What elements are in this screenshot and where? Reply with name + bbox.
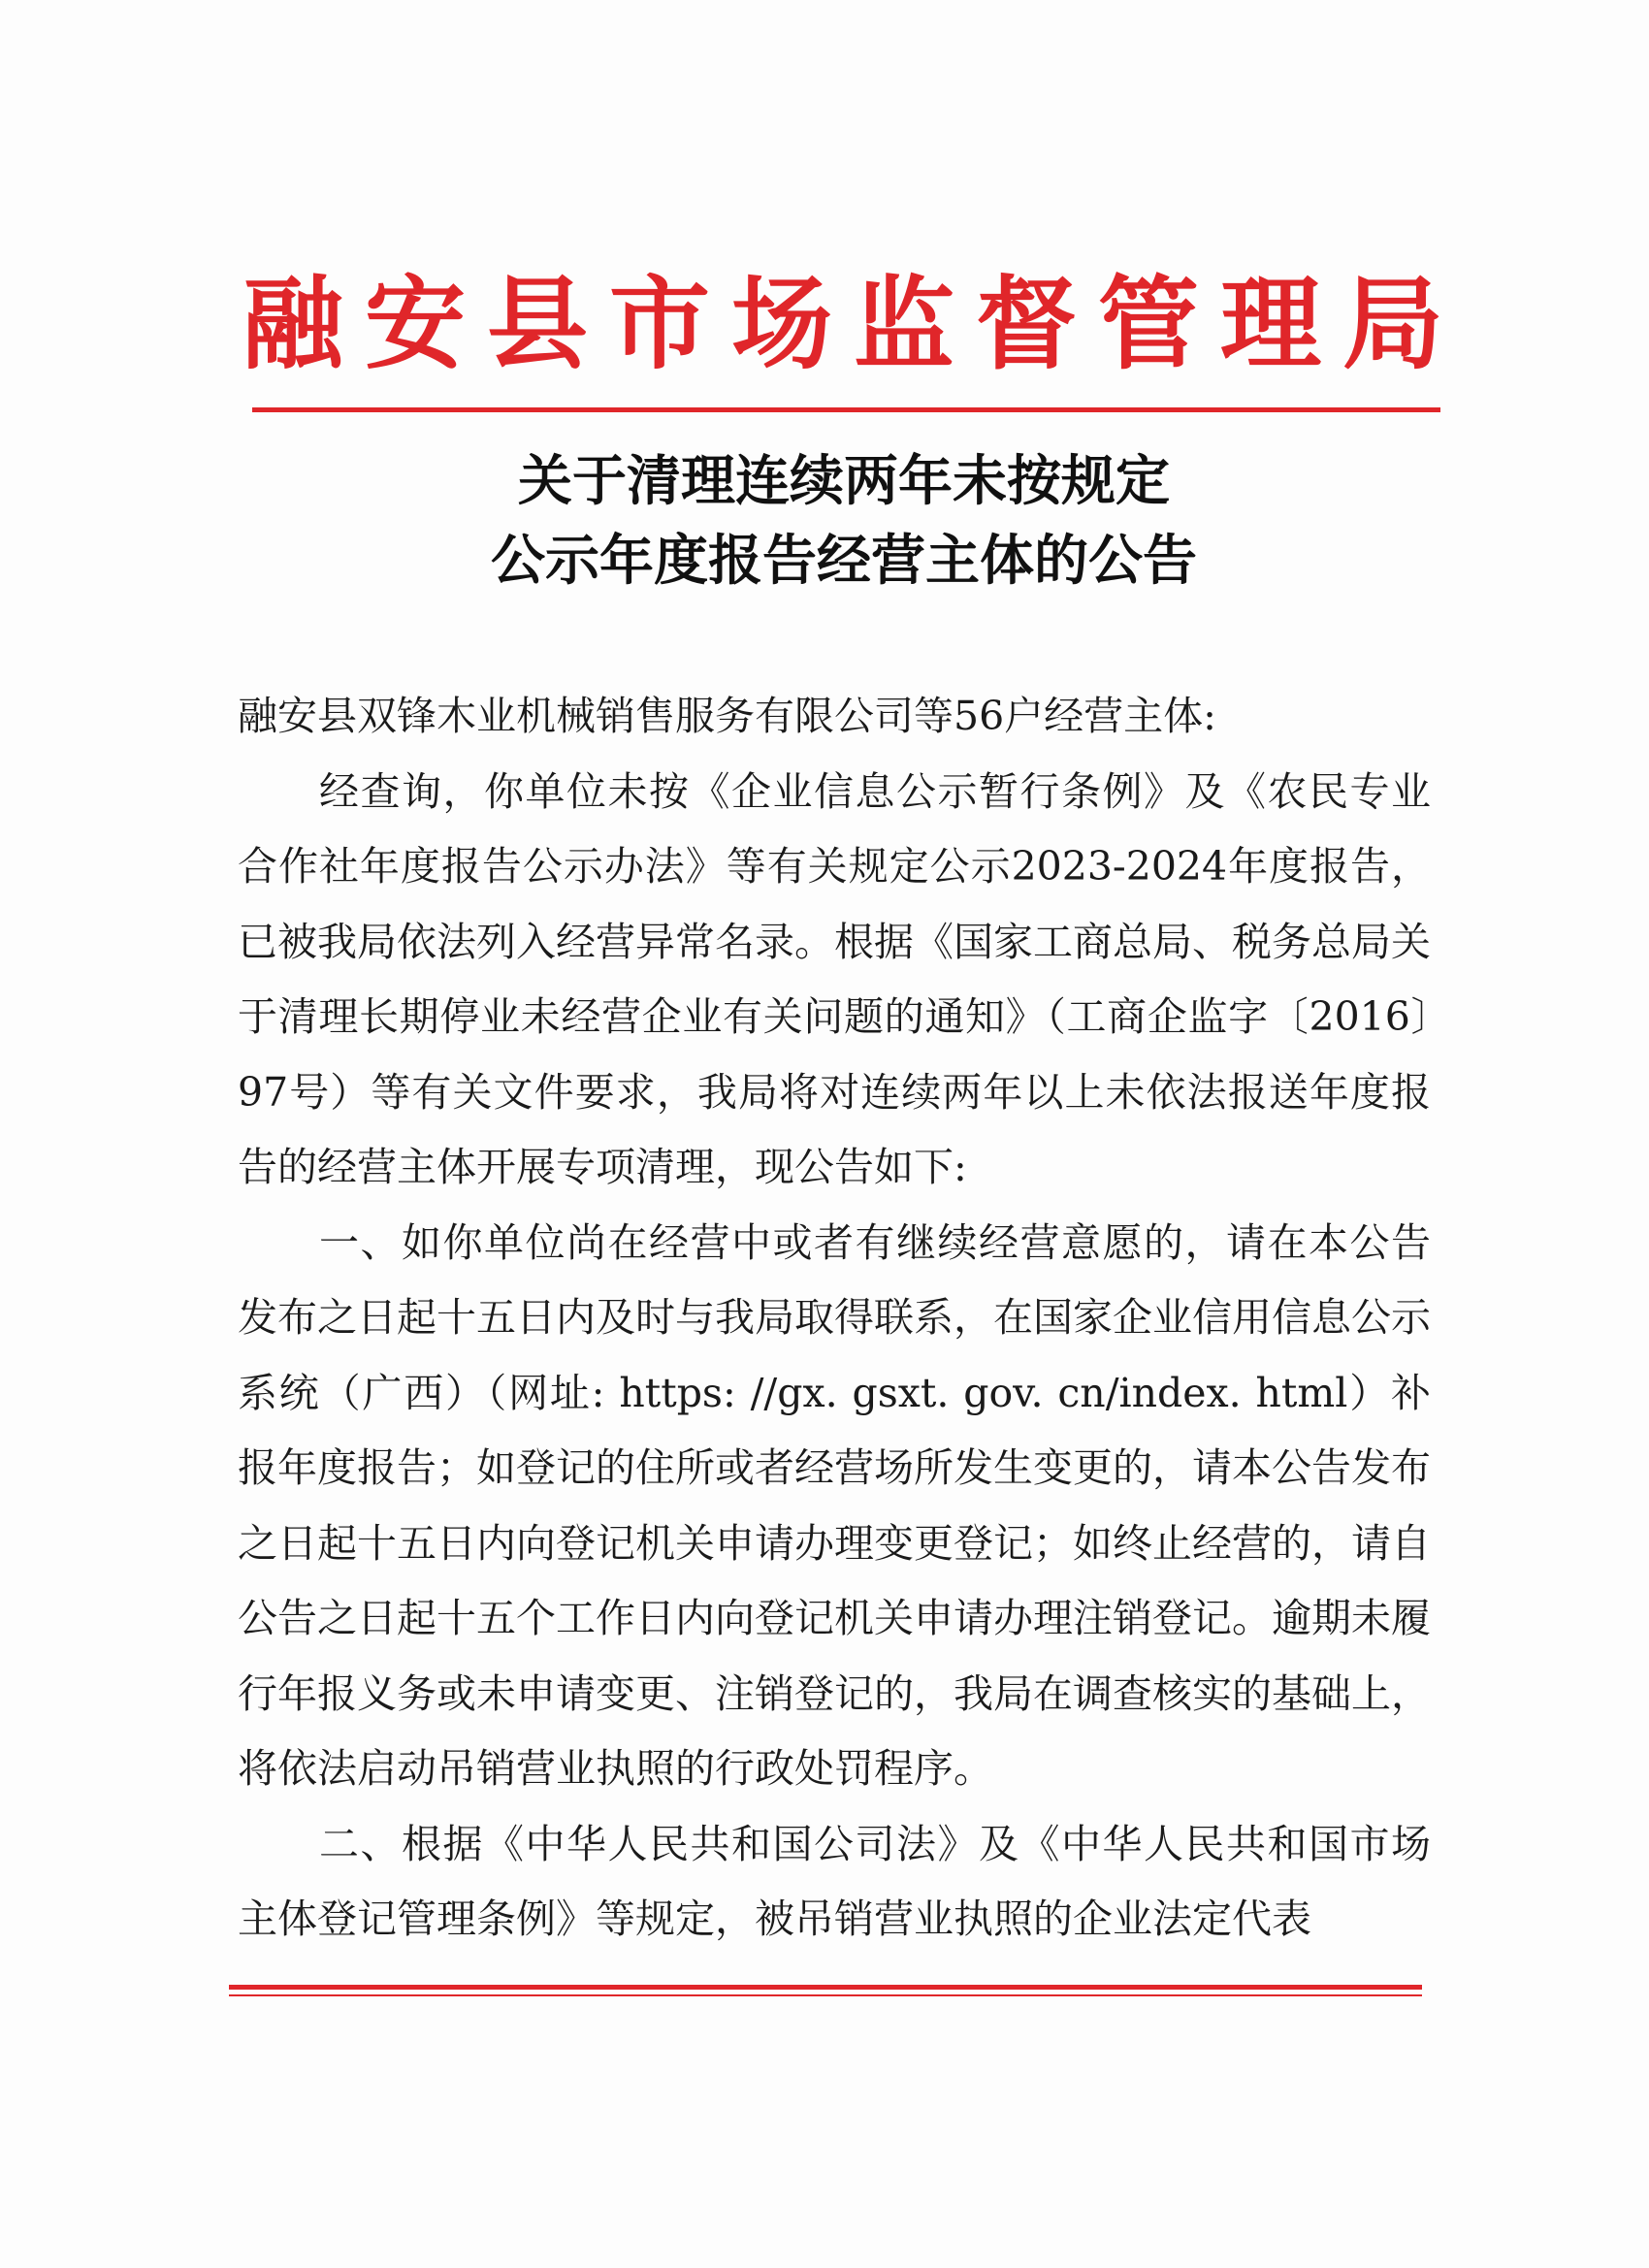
notice-title	[242, 441, 1445, 600]
body-paragraph-3: 二、根据《中华人民共和国公司法》及《中华人民共和国市场主体登记管理条例》等规定，被吊销营业执照的企业法定代表	[238, 1820, 1431, 1942]
notice-body	[238, 679, 1431, 1958]
notice-title-line-2: 公示年度报告经营主体的公告	[491, 529, 1197, 593]
addressee-line: 融安县双锋木业机械销售服务有限公司等56户经营主体:	[238, 693, 1216, 739]
body-paragraph-1: 经查询，你单位未按《企业信息公示暂行条例》及《农民专业合作社年度报告公示办法》等有关规定公示2023-2024年度报告，已被我局依法列入经营异常名录。根据《国家工商总局、税务总局关于清理长期停业未经营企业有关问题的通知》（工商企监字〔2016〕97号）等有关文件要求，我局将对连续两年以上未依法报送年度报告的经营主体开展专项清理，现公告如下:	[238, 767, 1431, 1190]
header-red-rule	[252, 407, 1440, 412]
body-paragraph-2: 一、如你单位尚在经营中或者有继续经营意愿的，请在本公告发布之日起十五日内及时与我局取得联系，在国家企业信用信息公示系统（广西）（网址: https: //gx. gsxt. gov. cn/index. html）补报年度报告；如登记的住所或者经营场所发生变更的，请本公告发布之日起十五日内向登记机关申请办理变更登记；如终止经营的，请自公告之日起十五个工作日内向登记机关申请办理注销登记。逾期未履行年报义务或未申请变更、注销登记的，我局在调查核实的基础上，将依法启动吊销营业执照的行政处罚程序。	[238, 1218, 1431, 1792]
notice-title-line-1: 关于清理连续两年未按规定	[518, 449, 1170, 513]
agency-header: 融安县市场监督管理局	[242, 264, 1466, 383]
footer-red-rule-thick	[229, 1985, 1422, 1990]
footer-red-rule-thin	[229, 1994, 1422, 1996]
